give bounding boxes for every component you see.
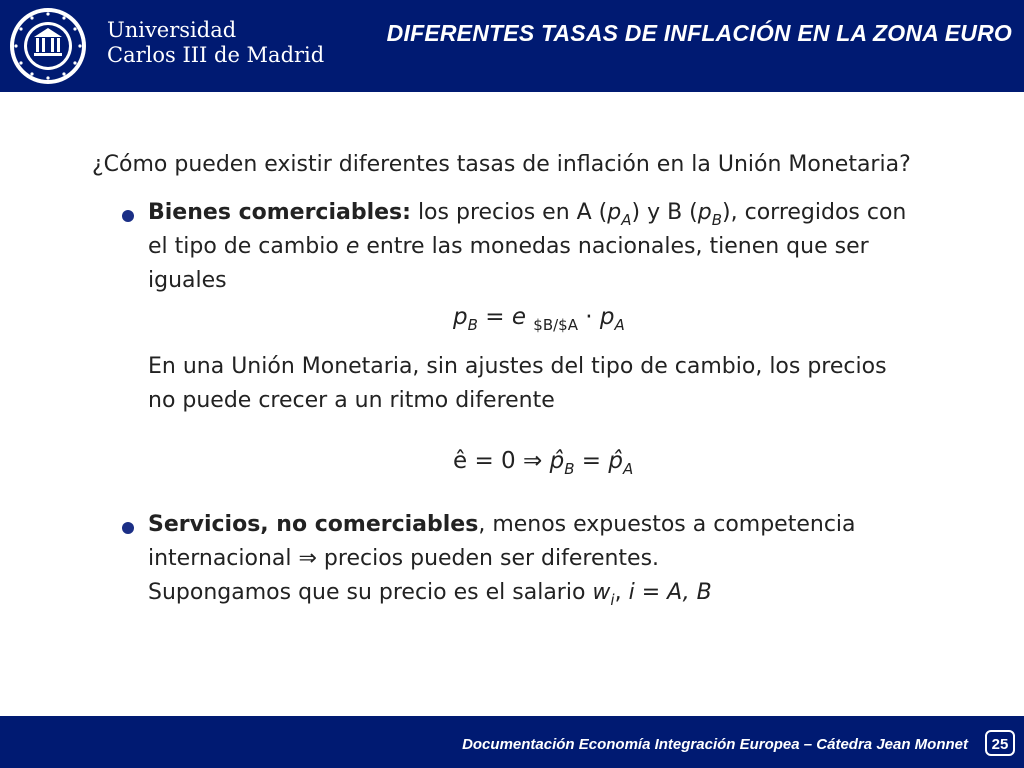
bullet-marker-1 <box>122 210 134 222</box>
formula2-pBhat: p̂ <box>549 448 565 474</box>
formula2-ehat: ê <box>453 448 468 474</box>
university-line1: Universidad <box>107 18 237 42</box>
bullet1-text-a: los precios en A ( <box>410 200 608 225</box>
slide-header <box>0 0 1024 92</box>
bullet2-w: w <box>592 580 611 605</box>
bullet1-e: e <box>345 234 360 259</box>
paragraph-line1: En una Unión Monetaria, sin ajustes del tipo de cambio, los precios <box>148 354 887 379</box>
formula1-rhs: p <box>599 304 615 330</box>
bullet1-line2-b: entre las monedas nacionales, tienen que ser <box>359 234 869 259</box>
university-line2: Carlos III de Madrid <box>107 43 325 67</box>
formula1-eq: = <box>477 304 512 330</box>
question-text: ¿Cómo pueden existir diferentes tasas de inflación en la Unión Monetaria? <box>92 152 911 177</box>
bullet2-line3-c: = <box>634 580 668 605</box>
formula1-rhs-sub: A <box>614 316 625 334</box>
bullet1-text-b: ) y B ( <box>631 200 698 225</box>
bullet2-line2: internacional ⇒ precios pueden ser diferentes. <box>148 546 660 571</box>
university-seal-logo <box>8 6 88 86</box>
bullet1-subB: B <box>711 211 723 229</box>
bullet2-w-sub: i <box>610 591 615 609</box>
formula2-pAhat: p̂ <box>608 448 623 474</box>
formula2-pB-sub: B <box>564 460 575 478</box>
formula2-eq: = <box>574 448 609 474</box>
formula-hat-prices <box>453 448 633 478</box>
bullet2-i: i <box>628 580 635 605</box>
formula1-e: e <box>511 304 526 330</box>
bullet2-line1 <box>148 508 856 542</box>
bullet1-bold: Bienes comerciables: <box>148 200 411 225</box>
bullet2-line3-a: Supongamos que su precio es el salario <box>148 580 593 605</box>
bullet1-text-c: ), corregidos con <box>722 200 907 225</box>
formula1-lhs-sub: B <box>467 316 478 334</box>
bullet2-bold: Servicios, no comerciables <box>148 512 479 537</box>
bullet1-line3: iguales <box>148 268 227 293</box>
formula2-eq0: = 0 ⇒ <box>467 448 550 474</box>
formula1-lhs: p <box>453 304 468 330</box>
formula1-dot: · <box>577 304 600 330</box>
bullet1-line2-a: el tipo de cambio <box>148 234 346 259</box>
bullet2-text: , menos expuestos a competencia <box>478 512 856 537</box>
bullet1-subA: A <box>621 211 632 229</box>
formula2-pA-sub: A <box>623 460 634 478</box>
formula-exchange-rate <box>453 304 625 334</box>
slide-title: DIFERENTES TASAS DE INFLACIÓN EN LA ZONA EURO <box>386 20 1012 46</box>
bullet1-pB: p <box>697 200 712 225</box>
page-number: 25 <box>985 730 1015 756</box>
slide-content <box>0 92 1024 716</box>
paragraph-line2: no puede crecer a un ritmo diferente <box>148 388 555 413</box>
formula1-rate: $B/$A <box>533 316 578 334</box>
bullet-marker-2 <box>122 522 134 534</box>
university-name <box>107 18 324 68</box>
slide-footer <box>0 716 1024 768</box>
bullet1-line2 <box>148 230 869 264</box>
bullet2-line3-b: , <box>614 580 629 605</box>
bullet2-line3 <box>148 576 712 617</box>
bullet2-AB: A, B <box>667 580 712 605</box>
footer-text: Documentación Economía Integración Europea – Cátedra Jean Monnet <box>462 736 968 753</box>
bullet1-pA: p <box>607 200 622 225</box>
